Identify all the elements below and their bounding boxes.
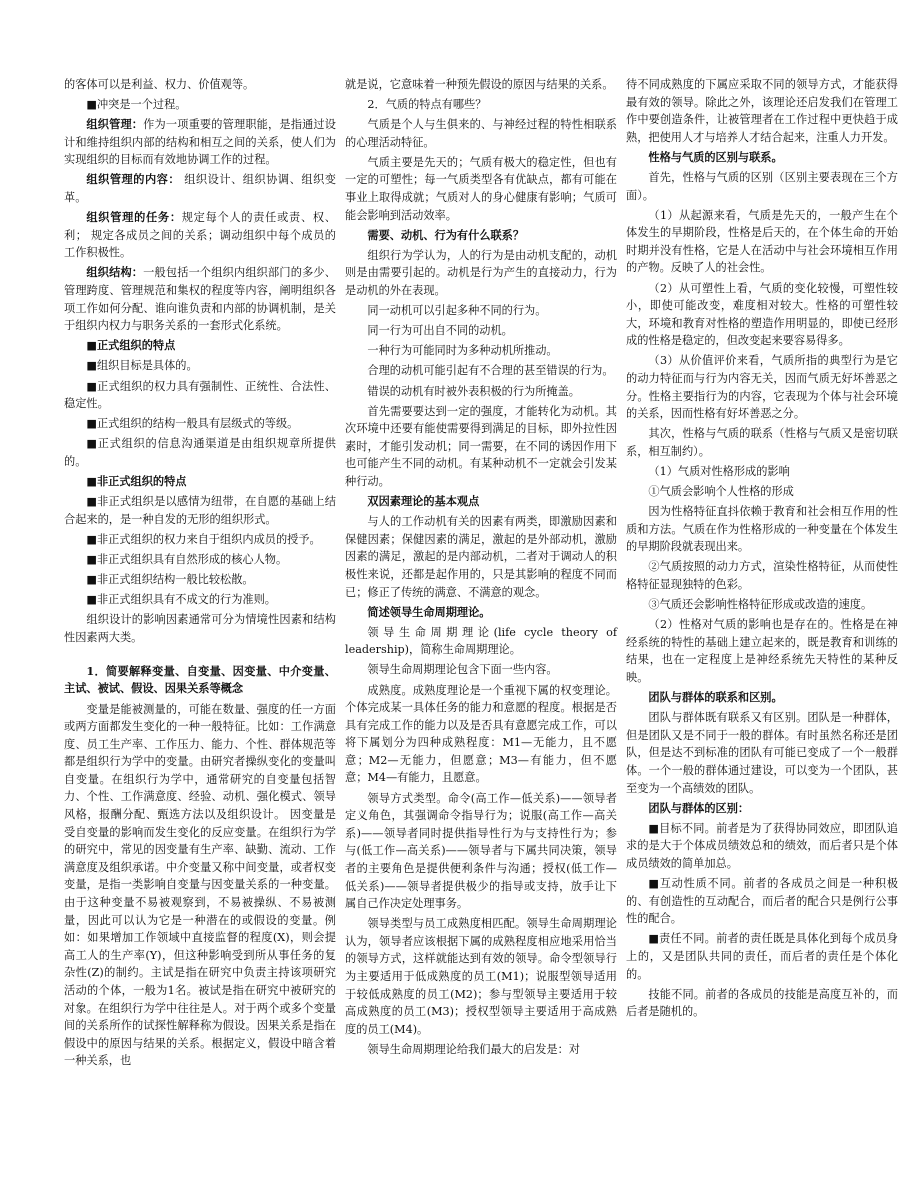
paragraph-heading: ■非正式组织的特点 <box>86 473 187 488</box>
paragraph-text: 组织行为学认为，人的行为是由动机支配的，动机则是由需要引起的。动机是行为产生的直接动力，行为是动机的外在表现。 <box>345 248 617 298</box>
paragraph <box>64 209 336 262</box>
paragraph-text: 首先需要要达到一定的强度，才能转化为动机。其次环境中还要有能使需要得到满足的目标，即外拉性因素时，才能引发动机；同一需要，在不同的诱因作用下也可能产生不同的动机。有某种动机不一定就会引发某种行动。 <box>345 404 617 488</box>
paragraph-heading: 组织结构： <box>86 265 144 280</box>
paragraph-text: 同一动机可以引起多种不同的行为。 <box>367 304 547 318</box>
paragraph-text: （1）从起源来看，气质是先天的，一般产生在个体发生的早期阶段，性格是后天的，在个体生命的开始时期并没有性格，它是人在活动中与社会环境相互作用的产物。反映了人的社会性。 <box>626 208 898 275</box>
paragraph-heading: 组织管理的任务： <box>86 210 182 225</box>
paragraph <box>626 616 898 686</box>
paragraph <box>345 1041 617 1059</box>
paragraph-heading: 组织管理的内容： <box>86 172 181 187</box>
paragraph <box>64 663 336 698</box>
paragraph-text: 组织设计、组织协调、组织变革。 <box>64 173 336 205</box>
paragraph-text: 规定每个人的责任或责、权、利； 规定各成员之间的关系；调动组织中每个成员的工作积极性。 <box>64 211 336 260</box>
paragraph-text: ■正式组织的信息沟通渠道是由组织规章所提供的。 <box>64 437 336 468</box>
paragraph <box>626 352 898 422</box>
paragraph <box>626 425 898 460</box>
paragraph <box>345 96 617 114</box>
paragraph-text: 的客体可以是利益、权力、价值观等。 <box>64 78 255 91</box>
paragraph-text: （3）从价值评价来看，气质所指的典型行为是它的动力特征而与行为内容无关，因而气质无好坏善恶之分。性格主要指行为的内容，它表现为个体与社会环境的关系，因而性格有好坏善恶之分。 <box>626 354 898 421</box>
paragraph <box>626 76 898 146</box>
paragraph-text: ■非正式组织结构一般比较松散。 <box>86 572 254 586</box>
paragraph-text: 成熟度。成熟度理论是一个重视下属的权变理论。个体完成某一具体任务的能力和意愿的程度。根据是否具有完成工作的能力以及是否具有意愿完成工作，可以将下属划分为四种成熟程度：M1—无能力，且不愿意；M2—无能力，但愿意；M3—有能力，但不愿意；M4—有能力，且愿意。 <box>345 683 617 785</box>
paragraph <box>64 116 336 169</box>
paragraph-text: ①气质会影响个人性格的形成 <box>648 485 794 499</box>
paragraph <box>626 689 898 707</box>
paragraph <box>626 709 898 797</box>
paragraph-text: 就是说，它意味着一种预先假设的原因与结果的关系。 <box>345 78 614 91</box>
paragraph-text: 同一行为可出自不同的动机。 <box>367 324 513 338</box>
paragraph <box>345 624 617 659</box>
paragraph-text: 合理的动机可能引起有不合理的甚至错误的行为。 <box>367 364 614 378</box>
paragraph-heading: 团队与群体的联系和区别。 <box>648 690 783 705</box>
paragraph-text: ■非正式组织具有不成文的行为准则。 <box>86 593 276 607</box>
paragraph <box>64 435 336 470</box>
paragraph <box>345 247 617 300</box>
paragraph-text: 作为一项重要的管理职能，是指通过设计和维持组织内部的结构和相互之间的关系，使人们为实现组织的目标而有效地协调工作的过程。 <box>64 118 336 167</box>
paragraph <box>345 915 617 1038</box>
paragraph-text: 团队与群体既有联系又有区别。团队是一种群体，但是团队又是不同于一般的群体。有时虽然名称还是团队，但是达不到标准的团队有可能已变成了一个一般群体。一个一般的群体通过建设，可以变为一个团队，甚至变为一个高绩效的团队。 <box>626 711 898 795</box>
paragraph <box>626 558 898 593</box>
paragraph-heading: 1．简要解释变量、自变量、因变量、中介变量、主试、被试、假设、因果关系等概念 <box>64 663 336 696</box>
paragraph <box>64 378 336 413</box>
paragraph <box>64 96 336 114</box>
paragraph <box>345 604 617 622</box>
paragraph-heading: 简述领导生命周期理论。 <box>367 604 491 619</box>
paragraph-text: ■非正式组织具有自然形成的核心人物。 <box>86 552 288 566</box>
paragraph <box>64 571 336 589</box>
paragraph-text: 因为性格特征直抖依赖于教育和社会相互作用的性质和方法。气质在作为性格形成的一种变量在个体发生的早期阶段就表现出来。 <box>626 505 898 554</box>
paragraph <box>626 149 898 167</box>
paragraph <box>345 154 617 224</box>
paragraph <box>626 280 898 350</box>
paragraph-text: 错误的动机有时被外表积极的行为所掩盖。 <box>367 384 580 398</box>
paragraph-text: （1）气质对性格形成的影响 <box>648 464 790 478</box>
paragraph <box>64 76 336 94</box>
paragraph-text: 与人的工作动机有关的因素有两类，即激励因素和保健因素；保健因素的满足，激起的是外部动机，激励因素的满足，激起的是内部动机，二者对于调动人的积极性来说，还都是起作用的，只是其影响的程度不同而已；修正了传统的满意、不满意的观念。 <box>345 515 617 599</box>
paragraph <box>345 362 617 380</box>
paragraph-text: 领导方式类型。命令(高工作—低关系)——领导者定义角色，其强调命令指导行为；说服(高工作—高关系)——领导者同时提供指导性行为与支持性行为；参与(低工作—高关系)——领导者与下属共同决策，领导者的主要角色是提供便利条件与沟通；授权(低工作—低关系)——领导者提供极少的指导或支持，放手让下属自己作决定处理事务。 <box>345 791 617 911</box>
paragraph <box>64 701 336 1070</box>
paragraph <box>345 383 617 401</box>
paragraph <box>64 473 336 491</box>
paragraph <box>345 682 617 788</box>
paragraph <box>64 357 336 375</box>
paragraph-text: （2）性格对气质的影响也是存在的。性格是在神经系统的特性的基础上建立起来的，既是教育和训练的结果，也在一定程度上是神经系统先天特性的某种反映。 <box>626 618 898 684</box>
paragraph <box>64 611 336 646</box>
paragraph-heading: 双因素理论的基本观点 <box>367 494 480 509</box>
paragraph <box>345 76 617 94</box>
paragraph <box>345 493 617 511</box>
paragraph-text: ■正式组织的结构一般具有层级式的等级。 <box>86 417 299 431</box>
paragraph-text: ■互动性质不同。前者的各成员之间是一种积极的、有创造性的互动配合，而后者的配合只是例行公事性的配合。 <box>626 877 898 926</box>
paragraph <box>626 503 898 556</box>
paragraph-text: 2．气质的特点有哪些？ <box>367 98 487 112</box>
paragraph-text: ②气质按照的动力方式，渲染性格特征，从而使性格特征显现独特的色彩。 <box>626 560 898 592</box>
paragraph <box>345 790 617 913</box>
paragraph <box>626 800 898 818</box>
paragraph-text: 气质主要是先天的；气质有极大的稳定性，但也有一定的可塑性；每一气质类型各有优缺点，都有可能在事业上取得成就；气质对人的身心健康有影响；气质可能会影响到活动效率。 <box>345 155 617 222</box>
paragraph-text: ■非正式组织是以感情为纽带，在自愿的基础上结合起来的，是一种自发的无形的组织形式。 <box>64 495 336 526</box>
paragraph <box>345 322 617 340</box>
paragraph-text: 领导生命周期理论给我们最大的启发是：对 <box>367 1042 580 1056</box>
paragraph <box>626 483 898 501</box>
paragraph-text: 组织设计的影响因素通常可分为情境性因素和结构性因素两大类。 <box>64 613 336 644</box>
paragraph <box>64 531 336 549</box>
paragraph <box>64 264 336 334</box>
paragraph <box>345 227 617 245</box>
paragraph-text: （2）从可塑性上看，气质的变化较慢，可塑性较小，即使可能改变，难度相对较大。性格的可塑性较大，环境和教育对性格的塑造作用明显的，即使已经形成的性格是稳定的，但改变起来要容易得多。 <box>626 281 898 348</box>
paragraph <box>626 596 898 614</box>
paragraph-text: 气质是个人与生俱来的、与神经过程的特性相联系的心理活动特征。 <box>345 118 617 149</box>
paragraph-text: 技能不同。前者的各成员的技能是高度互补的，而后者是随机的。 <box>626 987 898 1019</box>
paragraph <box>626 930 898 983</box>
section-gap <box>64 649 336 663</box>
paragraph <box>345 661 617 679</box>
paragraph-heading: 团队与群体的区别： <box>648 800 750 815</box>
paragraph-text: 一般包括一个组织内组织部门的多少、管理跨度、管理规范和集权的程度等内容，阐明组织各项工作如何分配、谁向谁负责和内部的协调机制，是关于组织内权力与职务关系的一套形式化系统。 <box>64 266 336 333</box>
paragraph <box>64 171 336 206</box>
paragraph <box>64 415 336 433</box>
paragraph-text: ③气质还会影响性格特征形成或改造的速度。 <box>648 598 873 612</box>
paragraph <box>345 403 617 491</box>
paragraph-text: 领导生命周期理论包含下面一些内容。 <box>367 663 558 677</box>
paragraph-text: ■非正式组织的权力来自于组织内成员的授予。 <box>86 532 321 546</box>
paragraph-heading: 需要、动机、行为有什么联系？ <box>367 227 525 242</box>
paragraph <box>626 820 898 873</box>
paragraph <box>345 513 617 601</box>
paragraph-text: 一种行为可能同时为多种动机所推动。 <box>367 344 558 358</box>
paragraph-text: ■冲突是一个过程。 <box>86 98 187 112</box>
paragraph <box>626 169 898 204</box>
paragraph <box>64 493 336 528</box>
paragraph-text: 其次，性格与气质的联系（性格与气质又是密切联系，相互制约）。 <box>626 427 898 458</box>
paragraph <box>64 337 336 355</box>
paragraph <box>626 463 898 481</box>
paragraph <box>345 116 617 151</box>
paragraph-heading: ■正式组织的特点 <box>86 338 176 353</box>
paragraph <box>64 591 336 609</box>
paragraph <box>626 207 898 277</box>
text-column-right <box>626 76 898 1023</box>
paragraph-text: 变量是能被测量的，可能在数量、强度的任一方面或两方面都发生变化的一种一般特征。比如：工作满意度、员工生产率、工作压力、能力、个性、群体规范等都是组织行为学中的变量。由研究者操纵变化的变量叫自变量。在组织行为学中，通常研究的自变量包括智力、个性、工作满意度、经验、动机、强化模式、领导风格，报酬分配、甄选方法以及组织设计。 因变量是受自变量的影响而发生变化的反应变量。在组织行为学的研究中，常见的因变量有生产率、缺勤、流动、工作满意度及组织承诺。中介变量又称中间变量，或者权变变量，是指一类影响自变量与因变量关系的一种变量。由于这种变量不易被观察到，不易被操纵、不易被测量，因此可以认为它是一种潜在的或假设的变量。例如：如果增加工作领域中直接监督的程度(X)，则会提高工人的生产率(Y)，但这种影响受到所从事任务的复杂性(Z)的制约。主试是指在研究中负责主持该项研究活动的个体，一般为1名。被试是指在研究中被研究的对象。在组织行为学中往往是人。对于两个或多个变量间的关系所作的试探性解释称为假设。因果关系是指在假设中的原因与结果的关系。根据定义，假设中暗含着一种关系，也 <box>64 702 336 1068</box>
paragraph-text: ■责任不同。前者的责任既是具体化到每个成员身上的，又是团队共同的责任，而后者的责任是个体化的。 <box>626 932 898 981</box>
text-column-middle <box>345 76 617 1061</box>
paragraph <box>626 986 898 1021</box>
paragraph-text: 待不同成熟度的下属应采取不同的领导方式，才能获得最有效的领导。除此之外，该理论还启发我们在管理工作中要创造条件，让被管理者在工作过程中更快趋于成熟，把使用人才与培养人才结合起来，注重人力开发。 <box>626 78 898 144</box>
paragraph-text: ■组织目标是具体的。 <box>86 359 198 373</box>
paragraph <box>626 875 898 928</box>
paragraph-text: 领导生命周期理论(life cycle theory of leadership)，简称生命周期理论。 <box>345 625 617 657</box>
paragraph <box>345 342 617 360</box>
paragraph-text: 领导类型与员工成熟度相匹配。领导生命周期理论认为，领导者应该根据下属的成熟程度相应地采用恰当的领导方式，这样就能达到有效的领导。命令型领导行为主要适用于低成熟度的员工(M1)；说服型领导适用于较低成熟度的员工(M2)；参与型领导主要适用于较高成熟度的员工(M3)；授权型领导主要适用于高成熟度的员工(M4)。 <box>345 917 617 1036</box>
paragraph-heading: 性格与气质的区别与联系。 <box>648 149 783 164</box>
text-column-left <box>64 76 336 1072</box>
paragraph-text: 首先，性格与气质的区别（区别主要表现在三个方面）。 <box>626 170 898 202</box>
paragraph-heading: 组织管理： <box>86 117 144 132</box>
paragraph-text: ■正式组织的权力具有强制性、正统性、合法性、稳定性。 <box>64 379 336 411</box>
paragraph <box>64 551 336 569</box>
paragraph <box>345 302 617 320</box>
paragraph-text: ■目标不同。前者是为了获得协同效应，即团队追求的是大于个体成员绩效总和的绩效，而后者只是个体成员绩效的简单加总。 <box>626 821 898 870</box>
